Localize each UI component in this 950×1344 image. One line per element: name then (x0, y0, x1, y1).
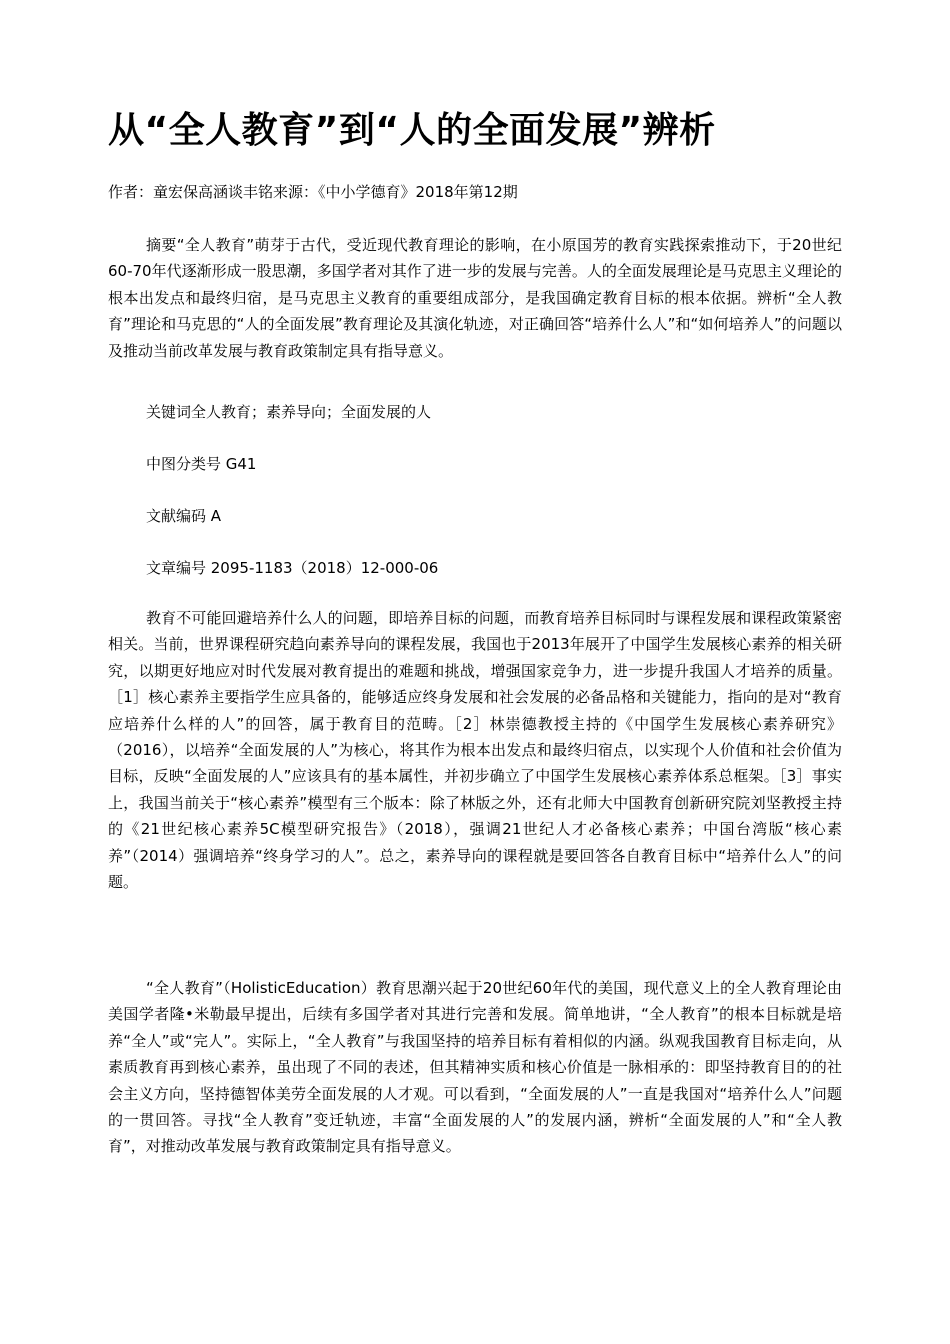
page-title: 从“全人教育”到“人的全面发展”辨析 (108, 110, 716, 151)
article-number-line: 文章编号 2095-1183（2018）12-000-06 (146, 559, 439, 577)
document-code-line: 文献编码 A (146, 507, 222, 525)
byline: 作者：童宏保高涵谈丰铭来源：《中小学德育》2018年第12期 (108, 183, 518, 201)
abstract-paragraph: 摘要“全人教育”萌芽于古代，受近现代教育理论的影响，在小原国芳的教育实践探索推动下，于20世纪60-70年代逐渐形成一股思潮，多国学者对其作了进一步的发展与完善。人的全面发展理论是马克思主义理论的根本出发点和最终归宿，是马克思主义教育的重要组成部分，是我国确定教育目标的根本依据。辨析“全人教育”理论和马克思的“人的全面发展”教育理论及其演化轨迹，对正确回答“培养什么人”和“如何培养人”的问题以及推动当前改革发展与教育政策制定具有指导意义。 (108, 236, 842, 360)
body-paragraph: 教育不可能回避培养什么人的问题，即培养目标的问题，而教育培养目标同时与课程发展和课程政策紧密相关。当前，世界课程研究趋向素养导向的课程发展，我国也于2013年展开了中国学生发展核心素养的相关研究，以期更好地应对时代发展对教育提出的难题和挑战，增强国家竞争力，进一步提升我国人才培养的质量。［1］核心素养主要指学生应具备的，能够适应终身发展和社会发展的必备品格和关键能力，指向的是对“教育应培养什么样的人”的回答，属于教育目的范畴。［2］林崇德教授主持的《中国学生发展核心素养研究》（2016），以培养“全面发展的人”为核心，将其作为根本出发点和最终归宿点，以实现个人价值和社会价值为目标，反映“全面发展的人”应该具有的基本属性，并初步确立了中国学生发展核心素养体系总框架。［3］事实上，我国当前关于“核心素养”模型有三个版本：除了林版之外，还有北师大中国教育创新研究院刘坚教授主持的《21世纪核心素养5C模型研究报告》（2018），强调21世纪人才必备核心素养；中国台湾版“核心素养”（2014）强调培养“终身学习的人”。总之，素养导向的课程就是要回答各自教育目标中“培养什么人”的问题。 (108, 609, 842, 892)
clc-number-line: 中图分类号 G41 (146, 455, 257, 473)
body-paragraph: “全人教育”（HolisticEducation）教育思潮兴起于20世纪60年代的美国，现代意义上的全人教育理论由美国学者隆•米勒最早提出，后续有多国学者对其进行完善和发展。简单地讲，“全人教育”的根本目标就是培养“全人”或“完人”。实际上，“全人教育”与我国坚持的培养目标有着相似的内涵。纵观我国教育目标走向，从素质教育再到核心素养，虽出现了不同的表述，但其精神实质和核心价值是一脉相承的：即坚持教育目的的社会主义方向，坚持德智体美劳全面发展的人才观。可以看到，“全面发展的人”一直是我国对“培养什么人”问题的一贯回答。寻找“全人教育”变迁轨迹，丰富“全面发展的人”的发展内涵，辨析“全面发展的人”和“全人教育”，对推动改革发展与教育政策制定具有指导意义。 (108, 979, 842, 1156)
keywords-line: 关键词全人教育；素养导向；全面发展的人 (146, 403, 432, 421)
